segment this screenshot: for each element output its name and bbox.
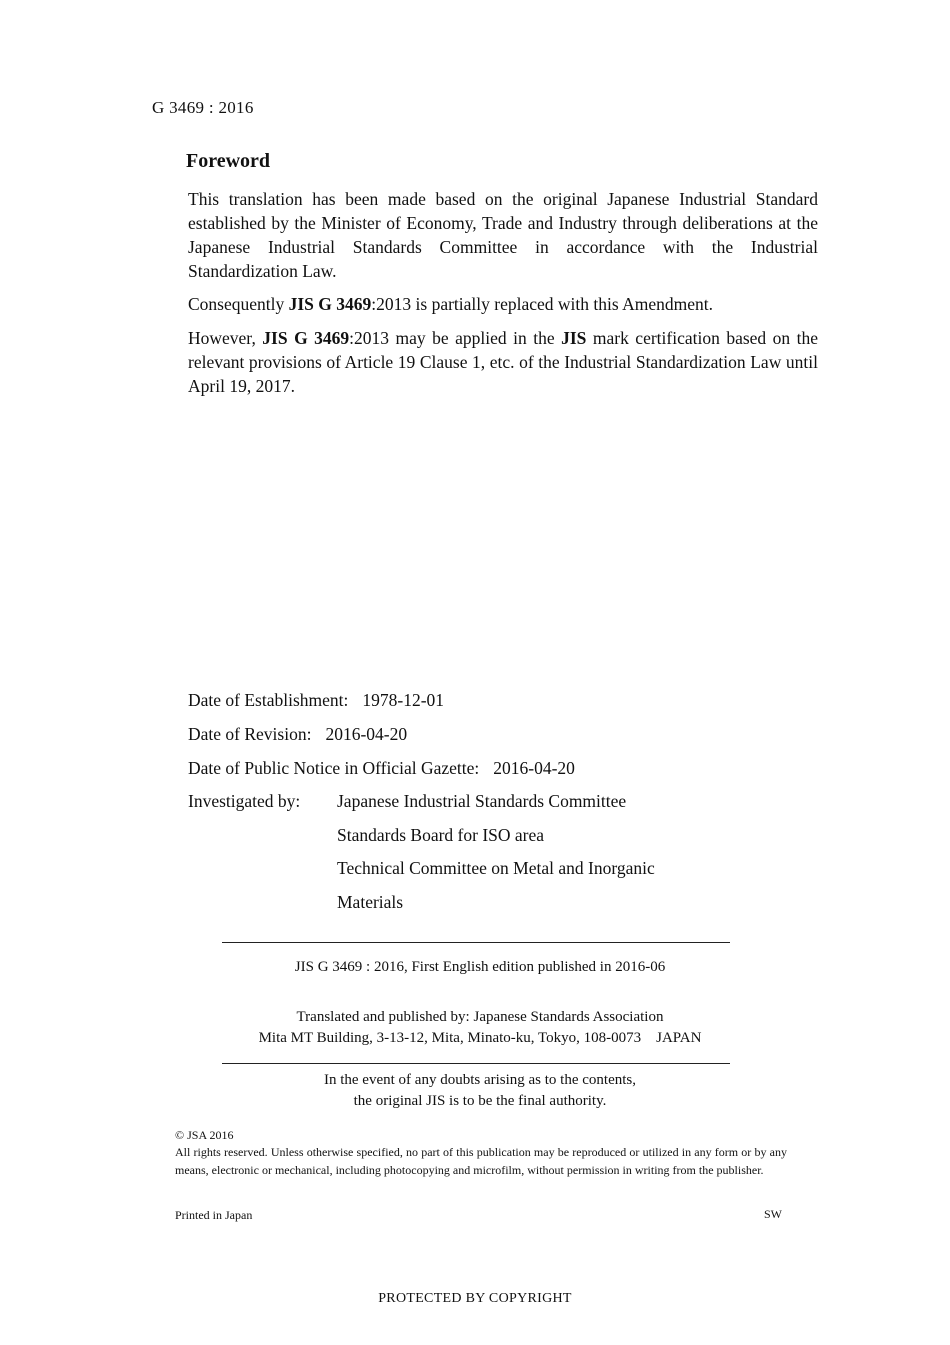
establishment-value: 1978-12-01 (362, 690, 445, 710)
publisher-line-1: Translated and published by: Japanese Standards Association (296, 1009, 664, 1025)
investigated-by-line-2: Standards Board for ISO area (337, 825, 545, 845)
copyright-notice: © JSA 2016 (175, 1128, 234, 1142)
copyright-footer: PROTECTED BY COPYRIGHT (378, 1291, 572, 1306)
p3-prefix: However, (188, 328, 263, 348)
investigated-by-label: Investigated by: (188, 791, 301, 811)
investigated-by-line-4: Materials (337, 892, 404, 912)
p2-suffix: :2013 is partially replaced with this Amendment. (371, 294, 713, 314)
authority-line-1: In the event of any doubts arising as to the contents, (323, 1072, 636, 1088)
divider-bottom (222, 1063, 730, 1064)
publisher-block (175, 1007, 785, 1049)
p3-mid: :2013 may be applied in the (349, 328, 562, 348)
foreword-paragraph-2 (188, 292, 818, 316)
foreword-paragraph-1: This translation has been made based on the original Japanese Industrial Standard established by the Minister of Economy, Trade and Industry through deliberations at the Japanese Industrial Standards Committee in accordance with the Industrial Standardization Law. (188, 189, 818, 281)
foreword-paragraph-3 (188, 326, 818, 398)
divider-top (222, 942, 730, 943)
authority-note (175, 1070, 785, 1112)
printed-in-label: Printed in Japan (175, 1208, 253, 1222)
revision-date-row (188, 724, 407, 745)
edition-line: JIS G 3469 : 2016, First English edition published in 2016-06 (294, 959, 666, 975)
authority-line-2: the original JIS is to be the final authority. (353, 1093, 607, 1109)
investigated-by-line-3: Technical Committee on Metal and Inorganic (337, 858, 655, 878)
investigated-by-line-1: Japanese Industrial Standards Committee (337, 791, 627, 811)
revision-label: Date of Revision: (188, 724, 312, 744)
document-code-header: G 3469 : 2016 (152, 98, 254, 117)
public-notice-date-row (188, 758, 575, 779)
p3-jis-mark: JIS (561, 328, 587, 348)
p3-standard-ref: JIS G 3469 (262, 328, 350, 348)
p3-suffix: mark certification based on the relevant provisions of Article 19 Clause 1, etc. of the Industrial Standardization Law until April 19, 2017. (188, 328, 819, 396)
establishment-label: Date of Establishment: (188, 690, 349, 710)
p2-standard-ref: JIS G 3469 (288, 294, 372, 314)
foreword-title: Foreword (186, 150, 271, 172)
revision-value: 2016-04-20 (325, 724, 408, 744)
p2-prefix: Consequently (188, 294, 289, 314)
print-code: SW (764, 1207, 782, 1221)
establishment-date-row (188, 690, 444, 711)
publisher-line-2: Mita MT Building, 3-13-12, Mita, Minato-ku, Tokyo, 108-0073 JAPAN (258, 1030, 702, 1046)
public-notice-value: 2016-04-20 (493, 758, 575, 778)
public-notice-label: Date of Public Notice in Official Gazette: (188, 758, 480, 778)
rights-statement: All rights reserved. Unless otherwise specified, no part of this publication may be reproduced or utilized in any form or by any means, electronic or mechanical, including photocopying and microfilm, without permission in writing from the publisher. (175, 1145, 787, 1177)
